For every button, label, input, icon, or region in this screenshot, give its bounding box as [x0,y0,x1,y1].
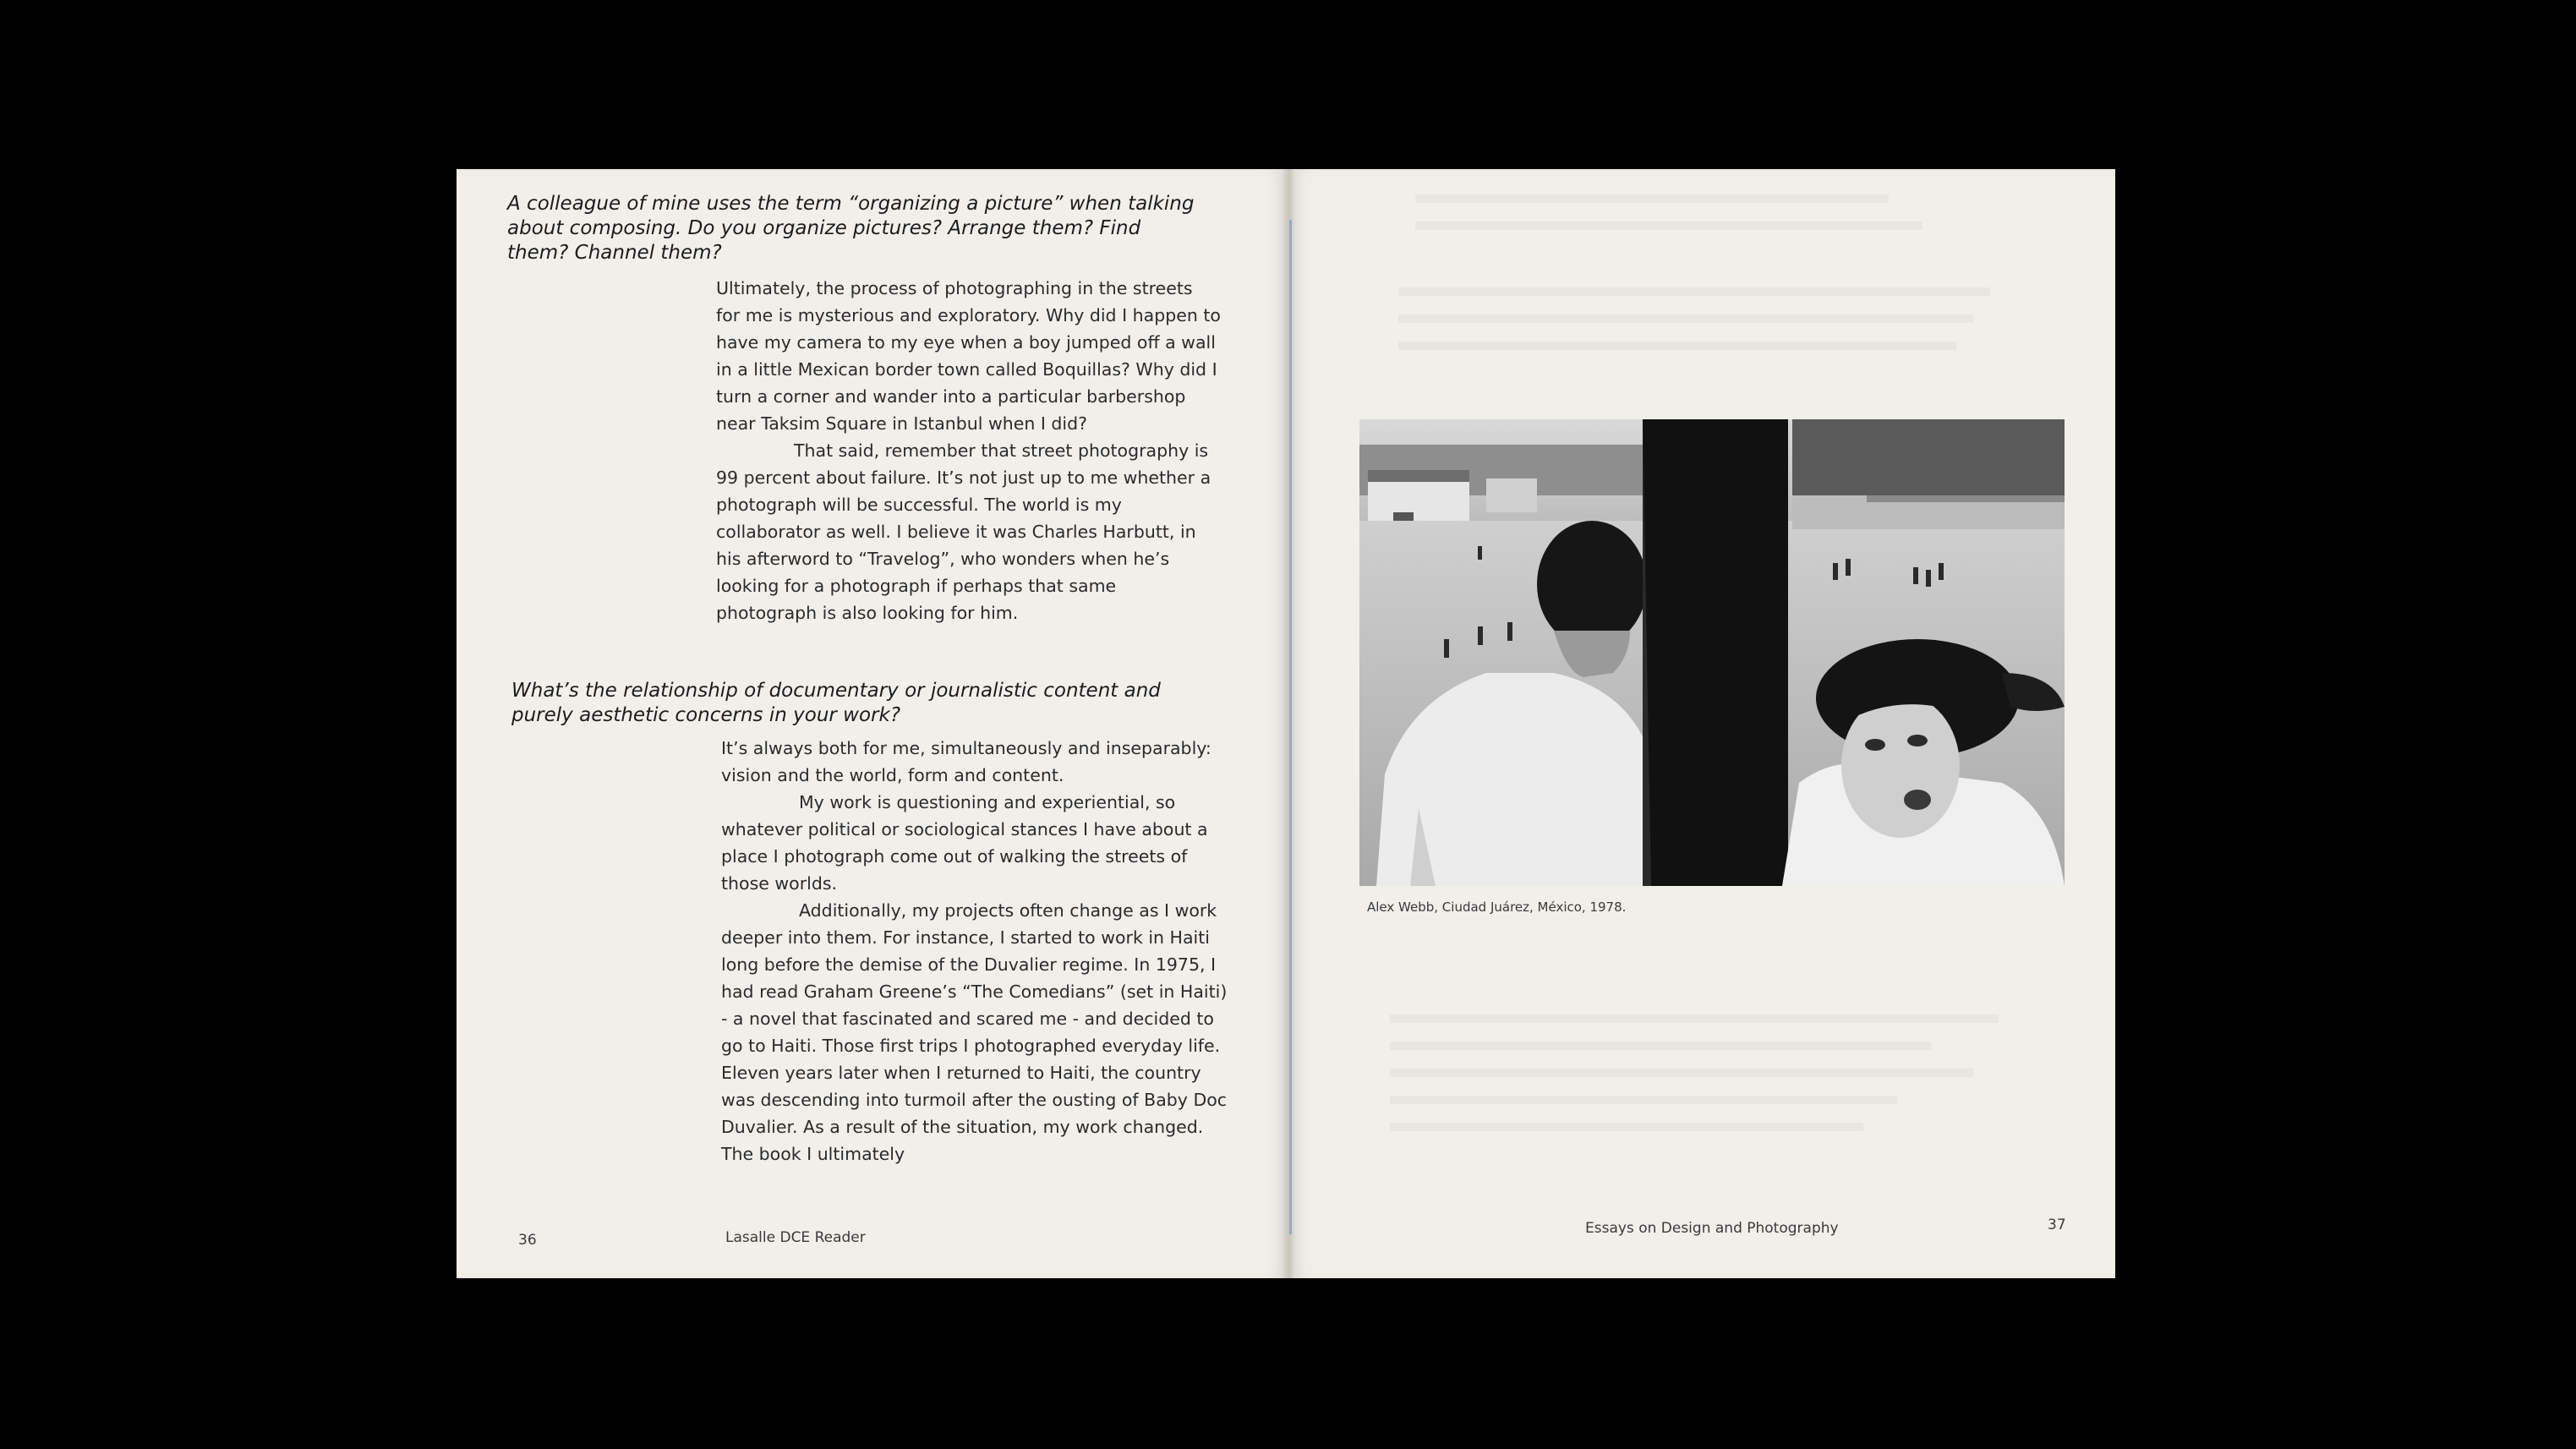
photo-caption: Alex Webb, Ciudad Juárez, México, 1978. [1367,899,1627,915]
binding-thread [1289,220,1292,1234]
left-page [457,169,1288,1278]
show-through-line [1390,1096,1897,1104]
answer-2-paragraph-1: It’s always both for me, simultaneously and inseparably: vision and the world, form and content. [721,738,1211,785]
show-through-line [1415,194,1889,203]
question-1: A colleague of mine uses the term “organizing a picture” when talking about composing. Do you organize pictures? Arrange them? Find them? Channel them? [507,193,1195,264]
answer-2 [721,735,1230,1167]
open-book [457,169,2115,1278]
running-title-left: Lasalle DCE Reader [725,1229,866,1246]
page-number-right: 37 [2048,1217,2066,1233]
answer-2-paragraph-2: My work is questioning and experiential, so whatever political or sociological stances I have about a place I photograph come out of walking the streets of those worlds. [721,792,1208,894]
photograph-illustration [1359,419,2065,886]
show-through-line [1398,314,1973,323]
page-number-left: 36 [518,1232,537,1249]
answer-1-paragraph-2: That said, remember that street photography is 99 percent about failure. It’s not just up to me whether a photograph will be successful. The world is my collaborator as well. I believe it was Charles Harbutt, in his afterword to “Travelog”, who wonders when he’s looking for a photograph if perhaps that same photograph is also looking for him. [716,440,1211,623]
show-through-line [1390,1042,1931,1050]
running-title-right: Essays on Design and Photography [1585,1220,1839,1237]
show-through-line [1398,287,1990,296]
show-through-line [1390,1123,1863,1131]
show-through-line [1390,1014,1999,1023]
answer-1 [716,275,1222,626]
question-2: What’s the relationship of documentary or journalistic content and purely aesthetic concerns in your work? [511,680,1161,726]
show-through-line [1415,221,1922,230]
show-through-line [1390,1069,1973,1077]
answer-2-paragraph-3: Additionally, my projects often change as I work deeper into them. For instance, I started to work in Haiti long before the demise of the Duvalier regime. In 1975, I had read Graham Greene’s “The Comedians” (set in Haiti) - a novel that fascinated and scared me - and decided to go to Haiti. Those first trips I photographed everyday life. Eleven years later when I returned to Haiti, the country was descending into turmoil after the ousting of Baby Doc Duvalier. As a result of the situation, my work changed. The book I ultimately [721,900,1228,1164]
show-through-line [1398,342,1956,350]
answer-1-paragraph-1: Ultimately, the process of photographing in the streets for me is mysterious and exploratory. Why did I happen to have my camera to my eye when a boy jumped off a wall in a little Mexican border town called Boquillas? Why did I turn a corner and wander into a particular barbershop near Taksim Square in Istanbul when I did? [716,278,1221,434]
photograph [1359,419,2065,886]
right-page [1288,169,2115,1278]
